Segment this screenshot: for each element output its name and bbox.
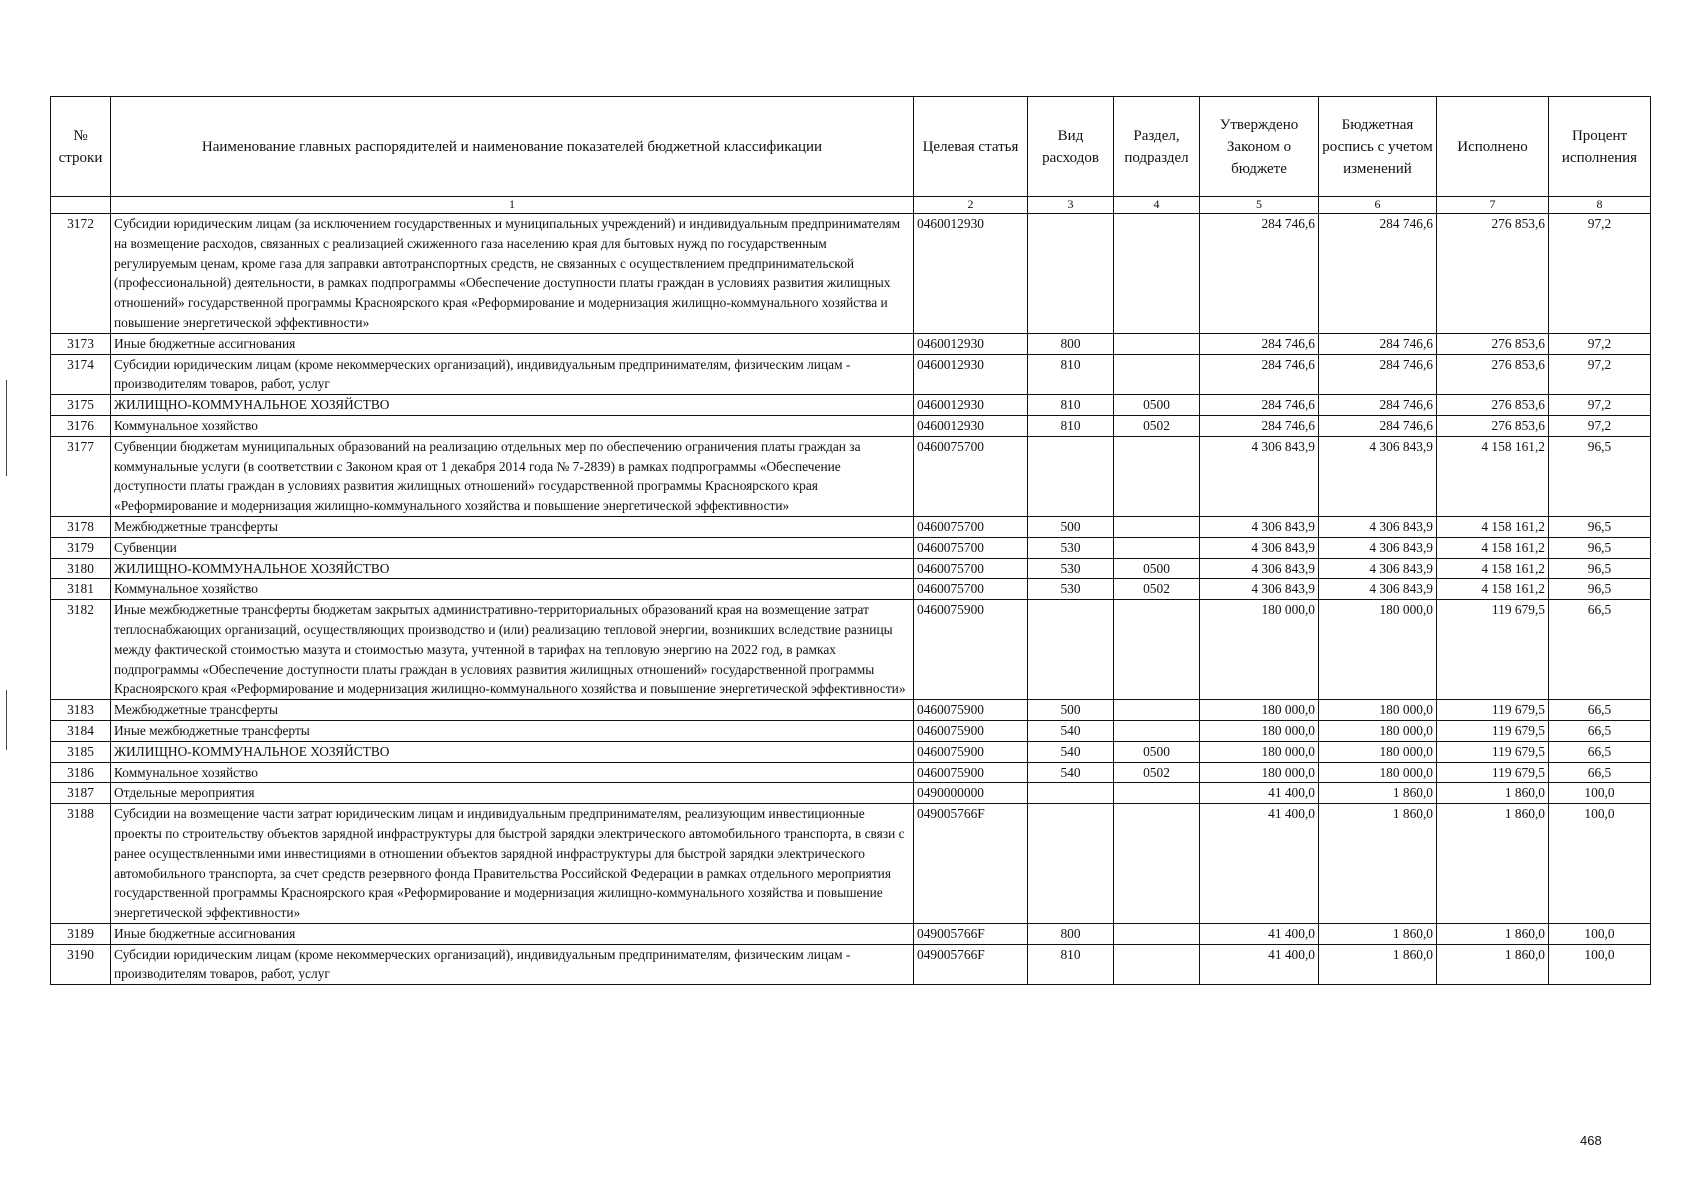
table-row	[51, 762, 1651, 783]
row-executed: 4 158 161,2	[1437, 558, 1549, 579]
row-percent: 97,2	[1549, 395, 1651, 416]
row-section	[1114, 214, 1200, 334]
row-expense-type: 810	[1028, 354, 1114, 395]
table-row	[51, 600, 1651, 700]
row-approved: 180 000,0	[1200, 700, 1319, 721]
row-expense-type: 800	[1028, 333, 1114, 354]
row-section: 0502	[1114, 415, 1200, 436]
row-percent: 100,0	[1549, 783, 1651, 804]
table-row	[51, 516, 1651, 537]
row-name: Иные бюджетные ассигнования	[111, 923, 914, 944]
row-section: 0500	[1114, 558, 1200, 579]
row-number: 3190	[51, 944, 111, 985]
row-section: 0500	[1114, 395, 1200, 416]
table-row	[51, 214, 1651, 334]
column-number: 2	[914, 197, 1028, 214]
row-executed: 276 853,6	[1437, 415, 1549, 436]
row-target-article: 0460012930	[914, 415, 1028, 436]
row-target-article: 0460075700	[914, 558, 1028, 579]
row-executed: 1 860,0	[1437, 944, 1549, 985]
row-budget-schedule: 1 860,0	[1319, 923, 1437, 944]
row-name: Иные межбюджетные трансферты бюджетам закрытых административно-территориальных образований края на возмещение затрат теплоснабжающих организаций, осуществляющих производство и (или) реализацию тепловой энергии, возникших вследствие разницы между фактической стоимостью мазута и стоимостью мазута, учтенной в тарифах на тепловую энергию на 2022 год, в рамках подпрограммы «Обеспечение доступности платы граждан в условиях развития жилищных отношений» государственной программы Красноярского края «Реформирование и модернизация жилищно-коммунального хозяйства и повышение энергетической эффективности»	[111, 600, 914, 700]
row-approved: 4 306 843,9	[1200, 516, 1319, 537]
row-number: 3172	[51, 214, 111, 334]
row-name: ЖИЛИЩНО-КОММУНАЛЬНОЕ ХОЗЯЙСТВО	[111, 741, 914, 762]
row-expense-type: 530	[1028, 537, 1114, 558]
row-name: ЖИЛИЩНО-КОММУНАЛЬНОЕ ХОЗЯЙСТВО	[111, 558, 914, 579]
row-executed: 1 860,0	[1437, 804, 1549, 924]
row-name: Субсидии на возмещение части затрат юридическим лицам и индивидуальным предпринимателям, реализующим инвестиционные проекты по строительству объектов зарядной инфраструктуры для быстрой зарядки электрического автомобильного транспорта, в связи с ранее осуществленными ими инвестициями в отношении объектов зарядной инфраструктуры для быстрой зарядки электрического автомобильного транспорта, за счет средств резервного фонда Правительства Российской Федерации в рамках отдельного мероприятия государственной программы Красноярского края «Реформирование и модернизация жилищно-коммунального хозяйства и повышение энергетической эффективности»	[111, 804, 914, 924]
row-expense-type: 540	[1028, 762, 1114, 783]
row-approved: 180 000,0	[1200, 720, 1319, 741]
row-percent: 96,5	[1549, 537, 1651, 558]
row-approved: 4 306 843,9	[1200, 579, 1319, 600]
row-target-article: 0460075700	[914, 579, 1028, 600]
row-name: Субвенции	[111, 537, 914, 558]
row-number: 3175	[51, 395, 111, 416]
row-executed: 276 853,6	[1437, 354, 1549, 395]
header-target-article: Целевая статья	[914, 97, 1028, 197]
row-budget-schedule: 1 860,0	[1319, 783, 1437, 804]
row-expense-type: 540	[1028, 720, 1114, 741]
row-name: Коммунальное хозяйство	[111, 762, 914, 783]
row-number: 3182	[51, 600, 111, 700]
row-budget-schedule: 284 746,6	[1319, 333, 1437, 354]
table-row	[51, 333, 1651, 354]
row-budget-schedule: 1 860,0	[1319, 944, 1437, 985]
row-expense-type: 810	[1028, 944, 1114, 985]
row-percent: 96,5	[1549, 558, 1651, 579]
row-section	[1114, 700, 1200, 721]
row-budget-schedule: 4 306 843,9	[1319, 579, 1437, 600]
row-executed: 1 860,0	[1437, 783, 1549, 804]
row-approved: 284 746,6	[1200, 214, 1319, 334]
row-section: 0500	[1114, 741, 1200, 762]
table-row	[51, 720, 1651, 741]
row-percent: 100,0	[1549, 923, 1651, 944]
row-budget-schedule: 284 746,6	[1319, 395, 1437, 416]
row-budget-schedule: 284 746,6	[1319, 214, 1437, 334]
row-percent: 96,5	[1549, 579, 1651, 600]
row-name: Межбюджетные трансферты	[111, 516, 914, 537]
header-expense-type: Вид расходов	[1028, 97, 1114, 197]
row-target-article: 0460075900	[914, 600, 1028, 700]
row-executed: 4 158 161,2	[1437, 579, 1549, 600]
row-expense-type: 500	[1028, 516, 1114, 537]
row-target-article: 0460075700	[914, 436, 1028, 516]
row-number: 3184	[51, 720, 111, 741]
row-number: 3189	[51, 923, 111, 944]
row-section	[1114, 720, 1200, 741]
row-approved: 180 000,0	[1200, 741, 1319, 762]
column-number: 1	[111, 197, 914, 214]
row-percent: 66,5	[1549, 700, 1651, 721]
row-name: Иные межбюджетные трансферты	[111, 720, 914, 741]
row-approved: 4 306 843,9	[1200, 436, 1319, 516]
row-executed: 4 158 161,2	[1437, 436, 1549, 516]
row-section	[1114, 333, 1200, 354]
row-target-article: 0460075700	[914, 537, 1028, 558]
row-executed: 119 679,5	[1437, 720, 1549, 741]
row-percent: 66,5	[1549, 741, 1651, 762]
row-number: 3176	[51, 415, 111, 436]
column-number-row	[51, 197, 1651, 214]
row-expense-type: 540	[1028, 741, 1114, 762]
row-percent: 96,5	[1549, 516, 1651, 537]
header-executed: Исполнено	[1437, 97, 1549, 197]
row-section: 0502	[1114, 579, 1200, 600]
row-section	[1114, 944, 1200, 985]
row-target-article: 0460075900	[914, 720, 1028, 741]
row-percent: 66,5	[1549, 762, 1651, 783]
row-budget-schedule: 180 000,0	[1319, 720, 1437, 741]
row-target-article: 0460075900	[914, 700, 1028, 721]
row-budget-schedule: 180 000,0	[1319, 600, 1437, 700]
row-budget-schedule: 284 746,6	[1319, 354, 1437, 395]
row-budget-schedule: 4 306 843,9	[1319, 537, 1437, 558]
row-name: Межбюджетные трансферты	[111, 700, 914, 721]
header-approved: Утверждено Законом о бюджете	[1200, 97, 1319, 197]
row-name: Иные бюджетные ассигнования	[111, 333, 914, 354]
row-name: Субвенции бюджетам муниципальных образований на реализацию отдельных мер по обеспечению ограничения платы граждан за коммунальные услуги (в соответствии с Законом края от 1 декабря 2014 года № 7-2839) в рамках подпрограммы «Обеспечение доступности платы граждан в условиях развития жилищных отношений» государственной программы Красноярского края «Реформирование и модернизация жилищно-коммунального хозяйства и повышение энергетической эффективности»	[111, 436, 914, 516]
row-approved: 180 000,0	[1200, 600, 1319, 700]
row-section	[1114, 537, 1200, 558]
row-approved: 4 306 843,9	[1200, 537, 1319, 558]
row-approved: 284 746,6	[1200, 395, 1319, 416]
row-expense-type: 810	[1028, 415, 1114, 436]
row-section	[1114, 436, 1200, 516]
row-expense-type	[1028, 214, 1114, 334]
header-name: Наименование главных распорядителей и наименование показателей бюджетной классификации	[111, 97, 914, 197]
row-number: 3185	[51, 741, 111, 762]
row-expense-type	[1028, 804, 1114, 924]
row-budget-schedule: 1 860,0	[1319, 804, 1437, 924]
header-section: Раздел, подраздел	[1114, 97, 1200, 197]
table-row	[51, 395, 1651, 416]
row-section	[1114, 804, 1200, 924]
row-target-article: 0460075900	[914, 762, 1028, 783]
row-budget-schedule: 180 000,0	[1319, 700, 1437, 721]
row-expense-type	[1028, 436, 1114, 516]
row-number: 3173	[51, 333, 111, 354]
row-executed: 119 679,5	[1437, 700, 1549, 721]
row-expense-type: 800	[1028, 923, 1114, 944]
row-executed: 119 679,5	[1437, 741, 1549, 762]
row-section	[1114, 600, 1200, 700]
header-percent: Процент исполнения	[1549, 97, 1651, 197]
row-percent: 96,5	[1549, 436, 1651, 516]
column-number: 3	[1028, 197, 1114, 214]
row-name: Коммунальное хозяйство	[111, 579, 914, 600]
row-expense-type	[1028, 600, 1114, 700]
row-expense-type	[1028, 783, 1114, 804]
row-section	[1114, 923, 1200, 944]
row-target-article: 0460012930	[914, 395, 1028, 416]
row-target-article: 0490000000	[914, 783, 1028, 804]
column-number-empty	[51, 197, 111, 214]
table-row	[51, 354, 1651, 395]
table-row	[51, 944, 1651, 985]
table-row	[51, 537, 1651, 558]
row-percent: 97,2	[1549, 415, 1651, 436]
scan-margin-mark	[6, 690, 7, 750]
row-approved: 41 400,0	[1200, 944, 1319, 985]
row-target-article: 049005766F	[914, 944, 1028, 985]
row-name: ЖИЛИЩНО-КОММУНАЛЬНОЕ ХОЗЯЙСТВО	[111, 395, 914, 416]
row-percent: 97,2	[1549, 333, 1651, 354]
table-row	[51, 783, 1651, 804]
row-name: Субсидии юридическим лицам (кроме некоммерческих организаций), индивидуальным предпринимателям, физическим лицам - производителям товаров, работ, услуг	[111, 354, 914, 395]
row-number: 3179	[51, 537, 111, 558]
row-section	[1114, 516, 1200, 537]
table-row	[51, 579, 1651, 600]
row-number: 3181	[51, 579, 111, 600]
row-approved: 41 400,0	[1200, 804, 1319, 924]
row-executed: 1 860,0	[1437, 923, 1549, 944]
row-approved: 284 746,6	[1200, 415, 1319, 436]
row-expense-type: 810	[1028, 395, 1114, 416]
column-number: 5	[1200, 197, 1319, 214]
row-expense-type: 530	[1028, 558, 1114, 579]
column-number: 7	[1437, 197, 1549, 214]
row-target-article: 049005766F	[914, 923, 1028, 944]
row-budget-schedule: 180 000,0	[1319, 741, 1437, 762]
row-number: 3174	[51, 354, 111, 395]
row-budget-schedule: 4 306 843,9	[1319, 436, 1437, 516]
column-number: 4	[1114, 197, 1200, 214]
row-approved: 41 400,0	[1200, 783, 1319, 804]
row-target-article: 0460012930	[914, 354, 1028, 395]
header-budget-schedule: Бюджетная роспись с учетом изменений	[1319, 97, 1437, 197]
row-expense-type: 500	[1028, 700, 1114, 721]
header-row	[51, 97, 1651, 197]
row-name: Субсидии юридическим лицам (кроме некоммерческих организаций), индивидуальным предпринимателям, физическим лицам - производителям товаров, работ, услуг	[111, 944, 914, 985]
scan-margin-mark	[6, 380, 7, 476]
row-number: 3187	[51, 783, 111, 804]
row-name: Субсидии юридическим лицам (за исключением государственных и муниципальных учреждений) и индивидуальным предпринимателям на возмещение расходов, связанных с реализацией сжиженного газа населению края для бытовых нужд по государственным регулируемым ценам, кроме газа для заправки автотранспортных средств, не связанных с осуществлением предпринимательской (профессиональной) деятельности, в рамках подпрограммы «Обеспечение доступности платы граждан в условиях развития жилищных отношений» государственной программы Красноярского края «Реформирование и модернизация жилищно-коммунального хозяйства и повышение энергетической эффективности»	[111, 214, 914, 334]
row-target-article: 0460075900	[914, 741, 1028, 762]
row-number: 3183	[51, 700, 111, 721]
row-executed: 276 853,6	[1437, 395, 1549, 416]
row-expense-type: 530	[1028, 579, 1114, 600]
header-row-number: № строки	[51, 97, 111, 197]
row-executed: 119 679,5	[1437, 600, 1549, 700]
row-approved: 41 400,0	[1200, 923, 1319, 944]
table-row	[51, 804, 1651, 924]
page-number: 468	[1580, 1133, 1602, 1148]
row-number: 3188	[51, 804, 111, 924]
row-percent: 97,2	[1549, 354, 1651, 395]
row-budget-schedule: 284 746,6	[1319, 415, 1437, 436]
row-number: 3177	[51, 436, 111, 516]
table-row	[51, 558, 1651, 579]
row-executed: 276 853,6	[1437, 214, 1549, 334]
row-percent: 100,0	[1549, 804, 1651, 924]
row-executed: 276 853,6	[1437, 333, 1549, 354]
row-section: 0502	[1114, 762, 1200, 783]
row-budget-schedule: 180 000,0	[1319, 762, 1437, 783]
row-number: 3180	[51, 558, 111, 579]
row-target-article: 049005766F	[914, 804, 1028, 924]
table-row	[51, 923, 1651, 944]
row-percent: 100,0	[1549, 944, 1651, 985]
table-row	[51, 741, 1651, 762]
row-target-article: 0460075700	[914, 516, 1028, 537]
row-percent: 66,5	[1549, 600, 1651, 700]
row-number: 3186	[51, 762, 111, 783]
budget-execution-table	[50, 96, 1651, 985]
row-approved: 284 746,6	[1200, 354, 1319, 395]
row-name: Отдельные мероприятия	[111, 783, 914, 804]
row-percent: 66,5	[1549, 720, 1651, 741]
row-name: Коммунальное хозяйство	[111, 415, 914, 436]
table-row	[51, 436, 1651, 516]
row-executed: 119 679,5	[1437, 762, 1549, 783]
row-number: 3178	[51, 516, 111, 537]
row-executed: 4 158 161,2	[1437, 537, 1549, 558]
row-section	[1114, 783, 1200, 804]
row-section	[1114, 354, 1200, 395]
row-target-article: 0460012930	[914, 333, 1028, 354]
row-executed: 4 158 161,2	[1437, 516, 1549, 537]
row-target-article: 0460012930	[914, 214, 1028, 334]
row-budget-schedule: 4 306 843,9	[1319, 516, 1437, 537]
table-row	[51, 415, 1651, 436]
row-approved: 4 306 843,9	[1200, 558, 1319, 579]
row-percent: 97,2	[1549, 214, 1651, 334]
column-number: 6	[1319, 197, 1437, 214]
row-approved: 180 000,0	[1200, 762, 1319, 783]
column-number: 8	[1549, 197, 1651, 214]
table-row	[51, 700, 1651, 721]
row-approved: 284 746,6	[1200, 333, 1319, 354]
row-budget-schedule: 4 306 843,9	[1319, 558, 1437, 579]
